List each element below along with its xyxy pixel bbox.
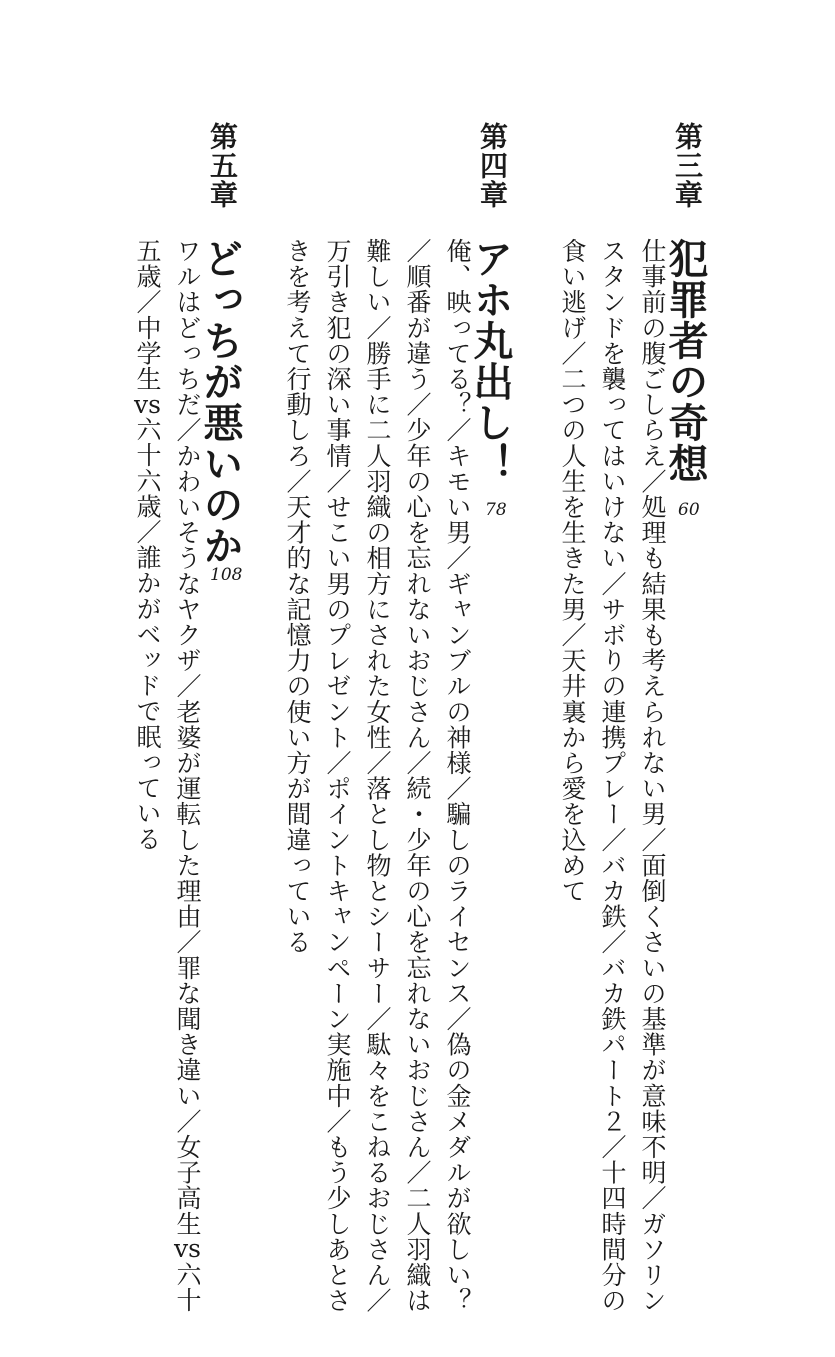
chapter-3-title: 犯罪者の奇想: [662, 238, 709, 484]
chapter-4-line-2: ／順番が違う／少年の心を忘れないおじさん／続・少年の心を忘れないおじさん／二人羽織は: [403, 238, 432, 1314]
chapter-4-page: 78: [485, 500, 507, 520]
chapter-4-line-4: 万引き犯の深い事情／せこい男のプレゼント／ポイントキャンペーン実施中／もう少しあとさ: [323, 238, 352, 1314]
chapter-5-label: 第五章: [206, 122, 239, 209]
chapter-4-line-3: 難しい／勝手に二人羽織の相方にされた女性／落とし物とシーサー／駄々をこねるおじさん／: [363, 238, 392, 1314]
chapter-4-title: アホ丸出し！: [467, 238, 514, 484]
chapter-5-line-2: 五歳／中学生vs六十六歳／誰かがベッドで眠っている: [133, 238, 162, 852]
chapter-3-line-3: 食い逃げ／二つの人生を生きた男／天井裏から愛を込めて: [558, 238, 587, 904]
chapter-4-line-5: きを考えて行動しろ／天才的な記憶力の使い方が間違っている: [283, 238, 312, 955]
chapter-5-page: 108: [210, 565, 243, 585]
chapter-5-title: どっちが悪いのか: [197, 238, 244, 566]
chapter-4-line-1: 俺、映ってる？／キモい男／ギャンブルの神様／騙しのライセンス／偽の金メダルが欲しい？: [443, 238, 472, 1314]
chapter-4-label: 第四章: [476, 122, 509, 209]
chapter-3-label: 第三章: [671, 122, 704, 209]
chapter-3-line-1: 仕事前の腹ごしらえ／処理も結果も考えられない男／面倒くさいの基準が意味不明／ガソリン: [638, 238, 667, 1314]
chapter-3-line-2: スタンドを襲ってはいけない／サボりの連携プレー／バカ鉄／バカ鉄パート２／十四時間分の: [598, 238, 627, 1314]
chapter-5-line-1: ワルはどっちだ／かわいそうなヤクザ／老婆が運転した理由／罪な聞き違い／女子高生vs六十: [173, 238, 202, 1313]
chapter-3-page: 60: [678, 500, 700, 520]
